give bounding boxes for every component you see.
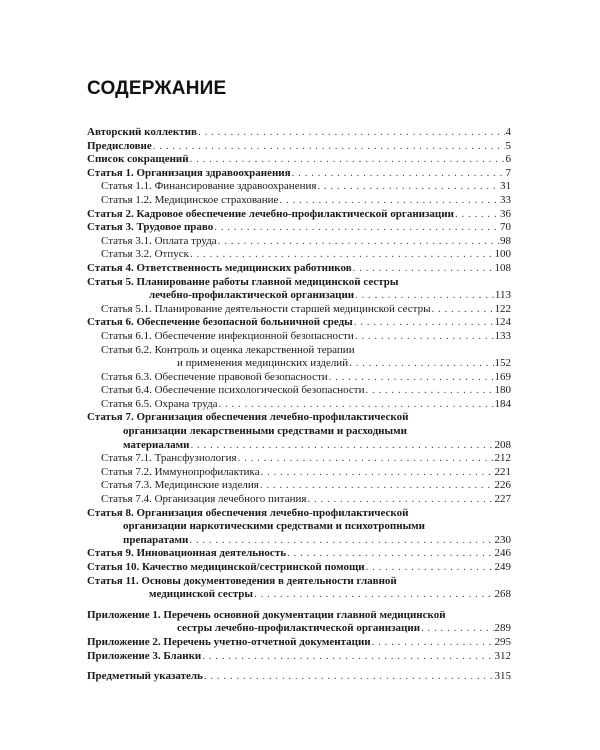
toc-page-number: 113 <box>494 289 511 302</box>
toc-page-number: 122 <box>494 302 511 315</box>
toc-row <box>87 221 511 235</box>
toc-page-number: 221 <box>494 465 511 478</box>
toc-row <box>87 167 511 181</box>
toc-row <box>87 371 511 385</box>
toc-page-number: 169 <box>494 370 511 383</box>
dot-leader <box>260 479 494 493</box>
toc-row <box>87 126 511 140</box>
toc-page-number: 6 <box>505 153 511 166</box>
toc-entry-text: Статья 5. Планирование работы главной медицинской сестры <box>87 275 399 288</box>
toc-entry-text: медицинской сестры <box>149 588 253 601</box>
toc-entry-text: Статья 6.4. Обеспечение психологической безопасности <box>101 384 365 397</box>
toc-page-number: 124 <box>494 316 511 329</box>
dot-leader <box>190 153 505 167</box>
toc-page-number: 31 <box>500 180 511 193</box>
toc-page-number: 249 <box>494 561 511 573</box>
toc-entry-text: Статья 2. Кадровое обеспечение лечебно-профилактической организации <box>87 207 454 220</box>
toc-page-number: 268 <box>494 588 511 601</box>
toc-row <box>87 303 511 317</box>
dot-leader <box>366 561 494 575</box>
toc-page-number: 184 <box>494 397 511 410</box>
dot-leader <box>307 493 493 507</box>
toc-entry-text: Статья 4. Ответственность медицинских работников <box>87 261 352 274</box>
toc-page-number: 133 <box>494 329 511 342</box>
toc-row <box>87 330 511 344</box>
toc-entry-text: Список сокращений <box>87 153 189 166</box>
toc-row <box>87 384 511 398</box>
toc-row <box>87 520 511 534</box>
toc-entry-text: лечебно-профилактической организации <box>149 289 355 302</box>
toc-row <box>87 507 511 521</box>
toc-row <box>87 466 511 480</box>
toc-entry-text: Приложение 3. Бланки <box>87 649 202 662</box>
toc-row <box>87 650 511 664</box>
dot-leader <box>421 622 493 636</box>
dot-leader <box>317 180 499 194</box>
dot-leader <box>329 371 494 385</box>
dot-leader <box>432 303 494 317</box>
dot-leader <box>218 235 499 249</box>
dot-leader <box>372 636 494 650</box>
toc-row <box>87 140 511 154</box>
toc-page-number: 230 <box>494 533 511 546</box>
toc-row <box>87 411 511 425</box>
dot-leader <box>261 466 494 480</box>
toc-page-number: 7 <box>505 166 511 179</box>
toc-entry-text: Статья 7.3. Медицинские изделия <box>101 479 259 492</box>
toc-entry-text: Статья 1.1. Финансирование здравоохранения <box>101 180 317 193</box>
toc-entry-text: Приложение 1. Перечень основной документации главной медицинской <box>87 608 446 621</box>
toc-row <box>87 248 511 262</box>
toc-row <box>87 439 511 453</box>
toc-row <box>87 622 511 636</box>
toc-page-number: 108 <box>494 261 511 274</box>
toc-entry-text: Статья 5.1. Планирование деятельности старшей медицинской сестры <box>101 302 431 315</box>
dot-leader <box>455 208 499 222</box>
dot-leader <box>355 330 494 344</box>
toc-row <box>87 493 511 507</box>
dot-leader <box>365 384 493 398</box>
toc-row <box>87 636 511 650</box>
toc-entry-text: Статья 3.2. Отпуск <box>101 248 189 261</box>
dot-leader <box>198 126 505 140</box>
toc-page-number: 4 <box>505 126 511 138</box>
dot-leader <box>279 194 499 208</box>
toc-row <box>87 316 511 330</box>
toc-page-number: 212 <box>494 452 511 465</box>
toc-page-number: 180 <box>494 384 511 397</box>
toc-entry-text: Статья 6.1. Обеспечение инфекционной безопасности <box>101 329 354 342</box>
dot-leader <box>202 650 493 664</box>
toc-entry-text: Статья 10. Качество медицинской/сестринской помощи <box>87 561 365 573</box>
toc-row <box>87 180 511 194</box>
toc-entry-text: Статья 9. Инновационная деятельность <box>87 547 287 560</box>
toc-row <box>87 235 511 249</box>
dot-leader <box>349 357 493 371</box>
dot-leader <box>153 140 505 154</box>
dot-leader <box>219 398 494 412</box>
toc-row <box>87 547 511 561</box>
toc-entry-text: Статья 6.5. Охрана труда <box>101 397 218 410</box>
toc-entry-text: материалами <box>123 438 190 451</box>
page-title: СОДЕРЖАНИЕ <box>87 78 227 99</box>
toc-row <box>87 208 511 222</box>
toc-row <box>87 398 511 412</box>
table-of-contents <box>87 126 511 684</box>
toc-page-number: 246 <box>494 547 511 560</box>
toc-row <box>87 452 511 466</box>
toc-row <box>87 289 511 303</box>
toc-entry-text: Статья 1. Организация здравоохранения <box>87 166 291 179</box>
dot-leader <box>254 588 494 602</box>
toc-entry-text: Статья 7.1. Трансфузиология <box>101 452 237 465</box>
toc-entry-text: Статья 1.2. Медицинское страхование <box>101 193 279 206</box>
toc-row <box>87 194 511 208</box>
toc-entry-text: организации наркотическими средствами и психотропными <box>123 520 426 533</box>
toc-page-number: 152 <box>494 357 511 370</box>
toc-row <box>87 357 511 371</box>
toc-entry-text: Авторский коллектив <box>87 126 197 138</box>
toc-row <box>87 588 511 602</box>
toc-page-number: 227 <box>494 493 511 506</box>
toc-entry-text: Предметный указатель <box>87 670 203 683</box>
dot-leader <box>238 452 494 466</box>
toc-page-number: 36 <box>500 207 511 220</box>
toc-row <box>87 534 511 548</box>
toc-page-number: 208 <box>494 438 511 451</box>
toc-page-number: 289 <box>494 622 511 635</box>
toc-row <box>87 276 511 290</box>
dot-leader <box>190 248 494 262</box>
toc-row <box>87 670 511 684</box>
toc-row <box>87 262 511 276</box>
toc-page-number: 315 <box>494 670 511 683</box>
toc-page-number: 70 <box>500 221 511 234</box>
toc-page-number: 312 <box>494 649 511 662</box>
toc-row <box>87 479 511 493</box>
toc-entry-text: Статья 3. Трудовое право <box>87 221 214 234</box>
toc-row <box>87 344 511 358</box>
toc-entry-text: Статья 3.1. Оплата труда <box>101 234 217 247</box>
dot-leader <box>190 439 493 453</box>
toc-page-number: 33 <box>500 193 511 206</box>
toc-entry-text: Статья 7.4. Организация лечебного питания <box>101 493 307 506</box>
dot-leader <box>214 221 499 235</box>
toc-entry-text: Статья 6.3. Обеспечение правовой безопасности <box>101 370 328 383</box>
dot-leader <box>355 289 494 303</box>
toc-page-number: 98 <box>500 234 511 247</box>
toc-entry-text: Статья 6.2. Контроль и оценка лекарственной терапии <box>101 343 355 356</box>
toc-row <box>87 575 511 589</box>
dot-leader <box>287 547 493 561</box>
toc-page-number: 5 <box>505 139 511 152</box>
dot-leader <box>354 316 494 330</box>
dot-leader <box>204 670 494 684</box>
toc-entry-text: Предисловие <box>87 139 152 152</box>
toc-entry-text: сестры лечебно-профилактической организации <box>177 622 421 635</box>
toc-entry-text: организации лекарственными средствами и расходными <box>123 425 407 438</box>
toc-entry-text: Статья 7. Организация обеспечения лечебно-профилактической <box>87 411 409 424</box>
dot-leader <box>292 167 505 181</box>
toc-row <box>87 153 511 167</box>
toc-row <box>87 425 511 439</box>
dot-leader <box>353 262 494 276</box>
toc-entry-text: и применения медицинских изделий <box>177 357 349 370</box>
toc-entry-text: Статья 7.2. Иммунопрофилактика <box>101 465 260 478</box>
toc-entry-text: Статья 11. Основы документоведения в деятельности главной <box>87 574 397 587</box>
toc-entry-text: Статья 8. Организация обеспечения лечебно-профилактической <box>87 506 409 519</box>
toc-entry-text: препаратами <box>123 533 189 546</box>
dot-leader <box>189 534 493 548</box>
toc-row <box>87 561 511 575</box>
toc-entry-text: Приложение 2. Перечень учетно-отчетной документации <box>87 635 371 648</box>
toc-entry-text: Статья 6. Обеспечение безопасной больничной среды <box>87 316 353 329</box>
toc-page-number: 226 <box>494 479 511 492</box>
toc-page-number: 295 <box>494 635 511 648</box>
toc-page-number: 100 <box>494 248 511 261</box>
toc-row <box>87 609 511 623</box>
